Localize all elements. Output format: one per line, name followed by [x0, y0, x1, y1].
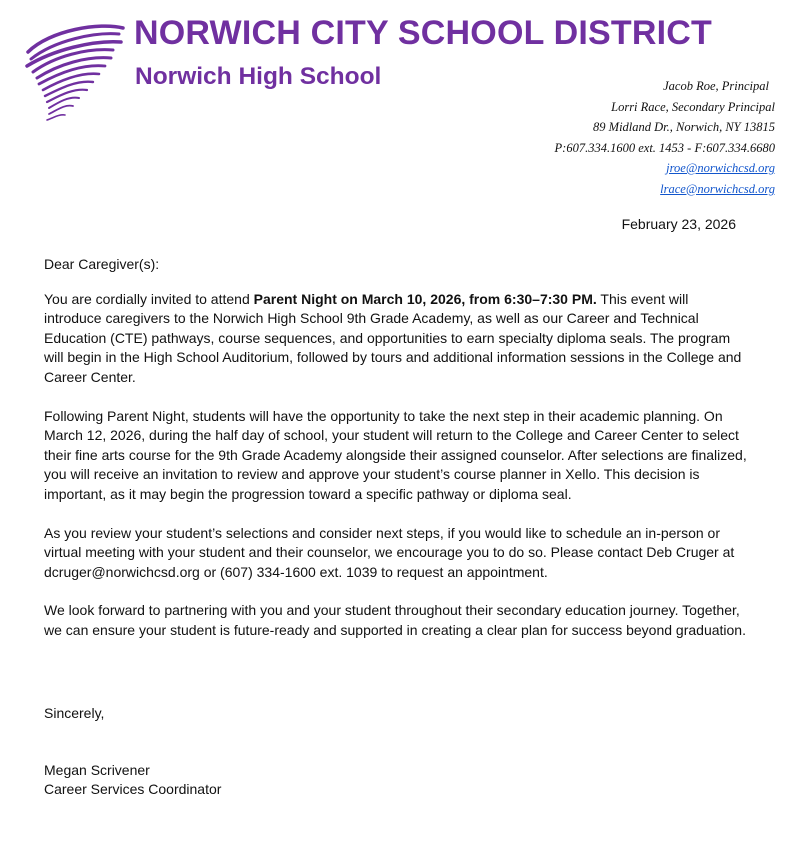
- signature-block: [44, 761, 221, 799]
- district-name: NORWICH CITY SCHOOL DISTRICT: [134, 14, 712, 52]
- paragraph-course-selection: Following Parent Night, students will have the opportunity to take the next step in their academic planning. On March 12, 2026, during the half day of school, your student will return to the College and Career Center to select their fine arts course for the 9th Grade Academy alongside their assigned counselor. After selections are finalized, you will receive an invitation to review and approve your student’s course planner in Xello. This decision is important, as it may begin the progression toward a specific pathway or diploma seal.: [44, 407, 747, 502]
- principal-line: Jacob Roe, Principal: [663, 79, 769, 93]
- invitation-event-details: Parent Night on March 10, 2026, from 6:30–7:30 PM.: [253, 290, 597, 307]
- paragraph-invitation: [44, 290, 749, 388]
- phone-fax-line: P:607.334.1600 ext. 1453 - F:607.334.6680: [554, 140, 775, 155]
- invitation-description: This event will introduce caregivers to the Norwich High School 9th Grade Academy, as well as our Career and Technical Education (CTE) pathways, course sequences, and opportunities to earn specialty diploma seals. The program will begin in the High School Auditorium, followed by tours and additional information sessions in the College and Career Center.: [44, 290, 742, 385]
- closing: Sincerely,: [44, 705, 105, 721]
- signer-title: Career Services Coordinator: [44, 781, 222, 797]
- letter-date: February 23, 2026: [621, 216, 736, 232]
- contact-block: [555, 76, 775, 199]
- secondary-principal-line: Lorri Race, Secondary Principal: [611, 99, 775, 114]
- email-link-principal[interactable]: jroe@norwichcsd.org: [666, 161, 775, 175]
- tornado-logo-icon: [25, 22, 125, 126]
- signer-name: Megan Scrivener: [44, 762, 150, 778]
- paragraph-closing-remarks: We look forward to partnering with you and your student throughout their secondary education journey. Together, we can ensure your student is future-ready and supported in creating a clear plan for success beyond graduation.: [44, 602, 746, 638]
- email-link-secondary-principal[interactable]: lrace@norwichcsd.org: [660, 181, 775, 196]
- letter-body: [44, 255, 749, 660]
- invitation-intro: You are cordially invited to attend: [44, 290, 254, 307]
- paragraph-meeting-request: As you review your student’s selections and consider next steps, if you would like to schedule an in-person or virtual meeting with your student and their counselor, we encourage you to do so. Please contact Deb Cruger at dcruger@norwichcsd.org or (607) 334-1600 ext. 1039 to request an appointment.: [44, 524, 735, 580]
- address-line: 89 Midland Dr., Norwich, NY 13815: [593, 120, 775, 134]
- salutation: Dear Caregiver(s):: [44, 256, 160, 272]
- school-name: Norwich High School: [135, 63, 382, 90]
